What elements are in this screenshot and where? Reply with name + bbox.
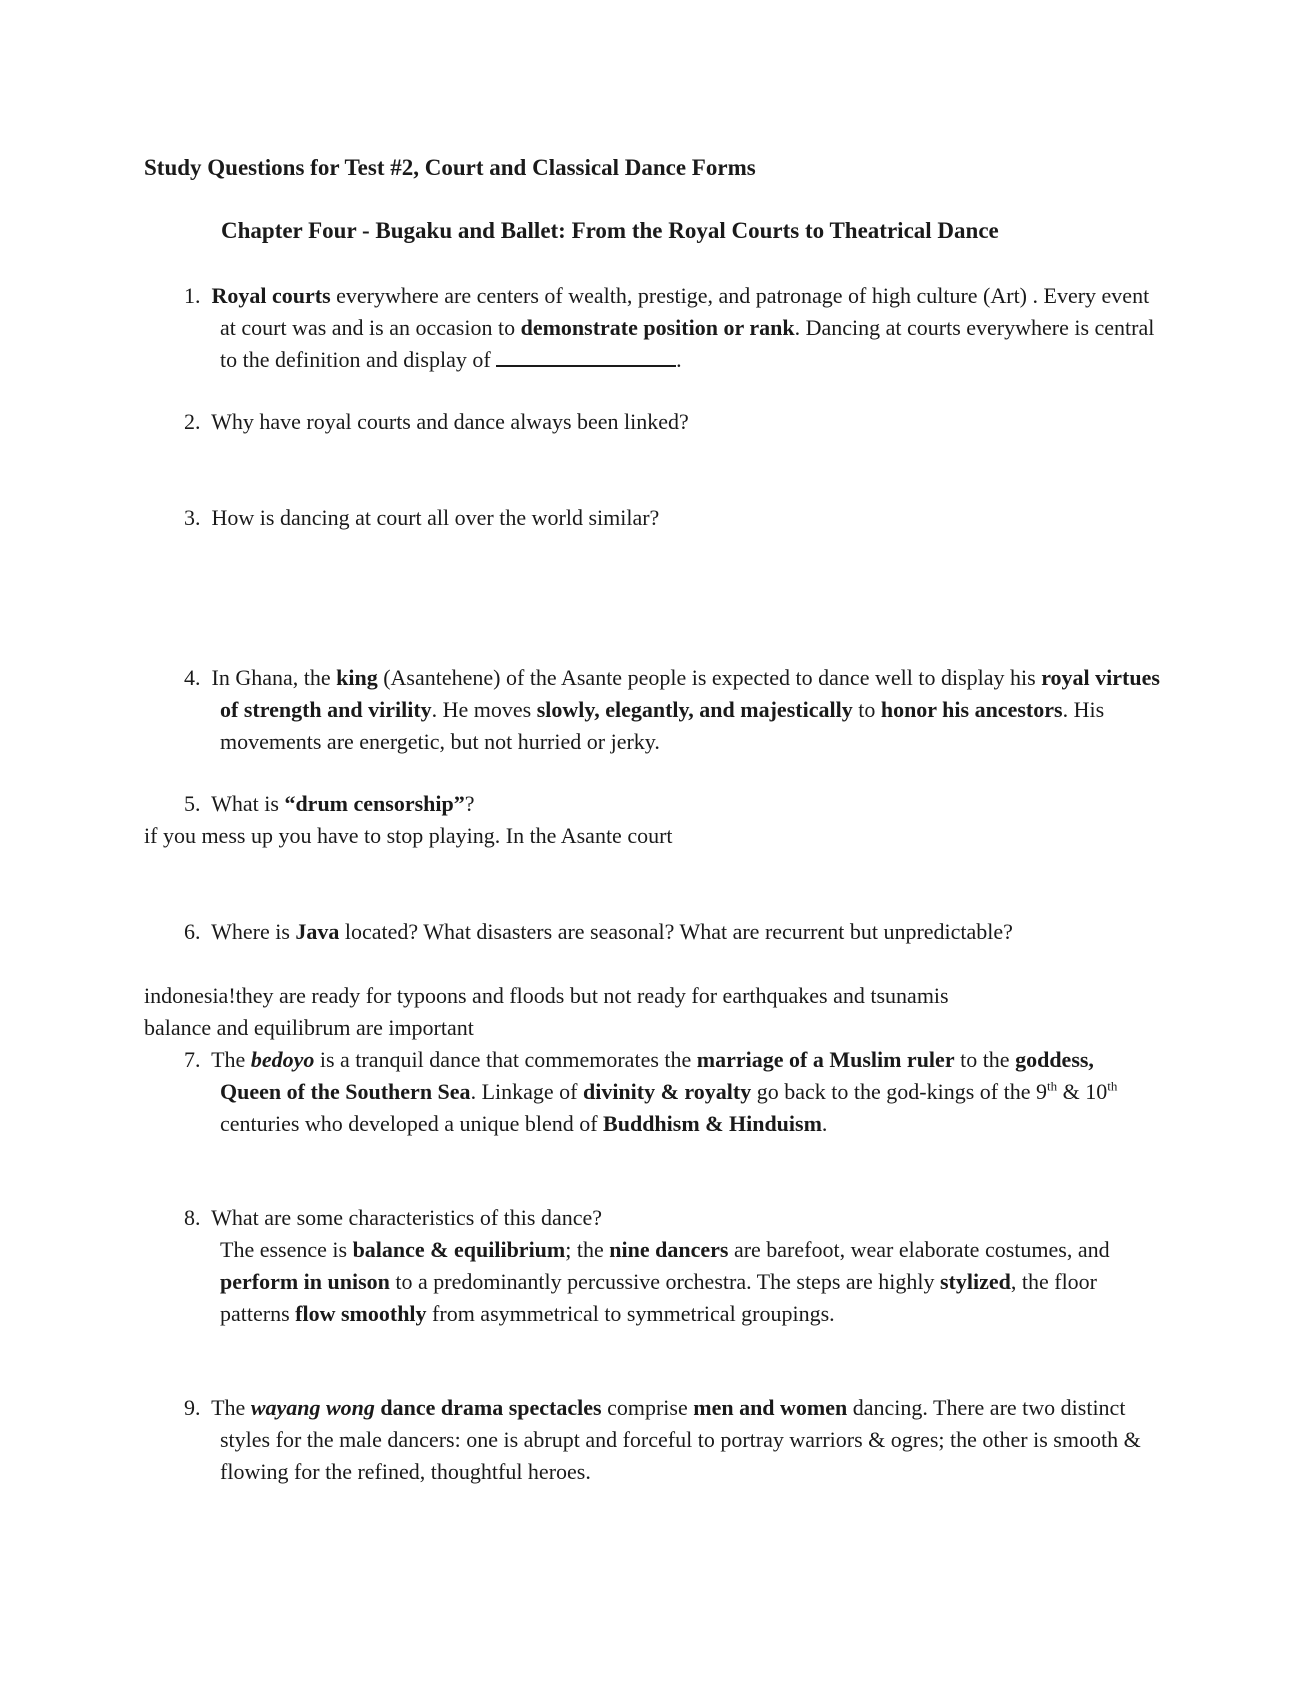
bold-term: dance drama spectacles bbox=[374, 1395, 602, 1420]
bold-term: goddess, Queen of the Southern Sea bbox=[220, 1047, 1094, 1104]
text-run: How is dancing at court all over the world similar? bbox=[211, 505, 660, 530]
text-run: What are some characteristics of this dance? bbox=[211, 1205, 603, 1230]
bold-italic-term: bedoyo bbox=[250, 1047, 315, 1072]
text-run: go back to the god-kings of the 9 bbox=[751, 1079, 1047, 1104]
question-6 bbox=[150, 916, 1160, 948]
superscript: th bbox=[1046, 1078, 1058, 1094]
text-run: comprise bbox=[601, 1395, 694, 1420]
question-number: 1. bbox=[184, 283, 201, 308]
bold-term: “drum censorship” bbox=[284, 791, 465, 816]
question-9-text bbox=[150, 1392, 1160, 1488]
text-run: to bbox=[852, 697, 881, 722]
answer-6-line-2: balance and equilibrum are important bbox=[144, 1015, 474, 1040]
answer-5: if you mess up you have to stop playing. In the Asante court bbox=[144, 823, 673, 848]
text-run: located? What disasters are seasonal? What are recurrent but unpredictable? bbox=[339, 919, 1013, 944]
text-run: . Linkage of bbox=[470, 1079, 583, 1104]
superscript: th bbox=[1107, 1078, 1118, 1094]
text-run: is a tranquil dance that commemorates the bbox=[314, 1047, 697, 1072]
question-8-text bbox=[150, 1202, 1160, 1234]
question-3 bbox=[150, 502, 1160, 534]
bold-italic-term: wayang wong bbox=[250, 1395, 375, 1420]
text-run: everywhere are centers of wealth, prestige, and patronage of high culture (Art) . Every event at court was and is an occasion to bbox=[220, 283, 1150, 340]
question-number: 4. bbox=[184, 665, 201, 690]
text-run: ; the bbox=[565, 1237, 610, 1262]
question-1-text bbox=[150, 280, 1160, 376]
question-5 bbox=[150, 788, 1160, 820]
bold-term: Java bbox=[295, 919, 340, 944]
bold-term: king bbox=[336, 665, 378, 690]
bold-term: slowly, elegantly, and majestically bbox=[536, 697, 853, 722]
text-run: & 10 bbox=[1057, 1079, 1108, 1104]
question-4-text bbox=[150, 662, 1160, 758]
text-run: centuries who developed a unique blend of bbox=[220, 1111, 604, 1136]
bold-term: marriage of a Muslim ruler bbox=[696, 1047, 955, 1072]
bold-term: perform in unison bbox=[220, 1269, 390, 1294]
text-run: In Ghana, the bbox=[211, 665, 337, 690]
text-run: . bbox=[676, 347, 682, 372]
bold-term: royal virtues of strength and virility bbox=[220, 665, 1160, 722]
chapter-heading: Chapter Four - Bugaku and Ballet: From the Royal Courts to Theatrical Dance bbox=[221, 218, 999, 243]
question-4 bbox=[150, 662, 1160, 758]
text-run: (Asantehene) of the Asante people is expected to dance well to display his bbox=[377, 665, 1042, 690]
text-run: ? bbox=[464, 791, 475, 816]
text-run: are barefoot, wear elaborate costumes, and bbox=[728, 1237, 1110, 1262]
question-5-text bbox=[150, 788, 1160, 820]
question-number: 3. bbox=[184, 505, 201, 530]
bold-term: stylized bbox=[939, 1269, 1011, 1294]
text-run: to a predominantly percussive orchestra. The steps are highly bbox=[389, 1269, 940, 1294]
question-6-text bbox=[150, 916, 1160, 948]
text-run: Where is bbox=[211, 919, 296, 944]
text-run: . He moves bbox=[431, 697, 537, 722]
bold-term: Royal courts bbox=[211, 283, 331, 308]
question-number: 8. bbox=[184, 1205, 201, 1230]
question-number: 5. bbox=[184, 791, 201, 816]
text-run: . His movements are energetic, but not hurried or jerky. bbox=[220, 697, 1105, 754]
answer-6-line-1: indonesia!they are ready for typoons and floods but not ready for earthquakes and tsunamis bbox=[144, 983, 949, 1008]
bold-term: demonstrate position or rank bbox=[520, 315, 795, 340]
bold-term: men and women bbox=[693, 1395, 848, 1420]
answer-8 bbox=[150, 1234, 1160, 1330]
bold-term: nine dancers bbox=[609, 1237, 729, 1262]
text-run: What is bbox=[211, 791, 285, 816]
document-title: Study Questions for Test #2, Court and Classical Dance Forms bbox=[144, 155, 756, 180]
bold-term: divinity & royalty bbox=[582, 1079, 752, 1104]
text-run: dancing. There are two distinct styles for the male dancers: one is abrupt and forceful to portray warriors & ogres; the other is smooth & flowing for the refined, thoughtful heroes. bbox=[220, 1395, 1141, 1484]
bold-term: honor his ancestors bbox=[880, 697, 1063, 722]
text-run: Why have royal courts and dance always been linked? bbox=[211, 409, 689, 434]
question-2 bbox=[150, 406, 1160, 438]
question-9 bbox=[150, 1392, 1160, 1488]
question-3-text bbox=[150, 502, 1160, 534]
text-run: to the bbox=[954, 1047, 1016, 1072]
question-1 bbox=[150, 280, 1160, 376]
question-2-text bbox=[150, 406, 1160, 438]
question-7 bbox=[150, 1044, 1160, 1140]
question-8 bbox=[150, 1202, 1160, 1330]
question-number: 9. bbox=[184, 1395, 201, 1420]
text-run: The essence is bbox=[220, 1237, 353, 1262]
question-number: 7. bbox=[184, 1047, 201, 1072]
bold-term: balance & equilibrium bbox=[352, 1237, 566, 1262]
fill-in-blank bbox=[496, 347, 676, 367]
bold-term: flow smoothly bbox=[295, 1301, 427, 1326]
text-run: from asymmetrical to symmetrical groupings. bbox=[426, 1301, 835, 1326]
bold-term: Buddhism & Hinduism bbox=[603, 1111, 822, 1136]
text-run: . bbox=[821, 1111, 828, 1136]
text-run: , the floor patterns bbox=[220, 1269, 1098, 1326]
text-run: The bbox=[211, 1047, 251, 1072]
question-number: 2. bbox=[184, 409, 201, 434]
question-7-text bbox=[150, 1044, 1160, 1140]
question-number: 6. bbox=[184, 919, 201, 944]
text-run: . Dancing at courts everywhere is central to the definition and display of bbox=[220, 315, 1155, 372]
text-run: The bbox=[211, 1395, 251, 1420]
